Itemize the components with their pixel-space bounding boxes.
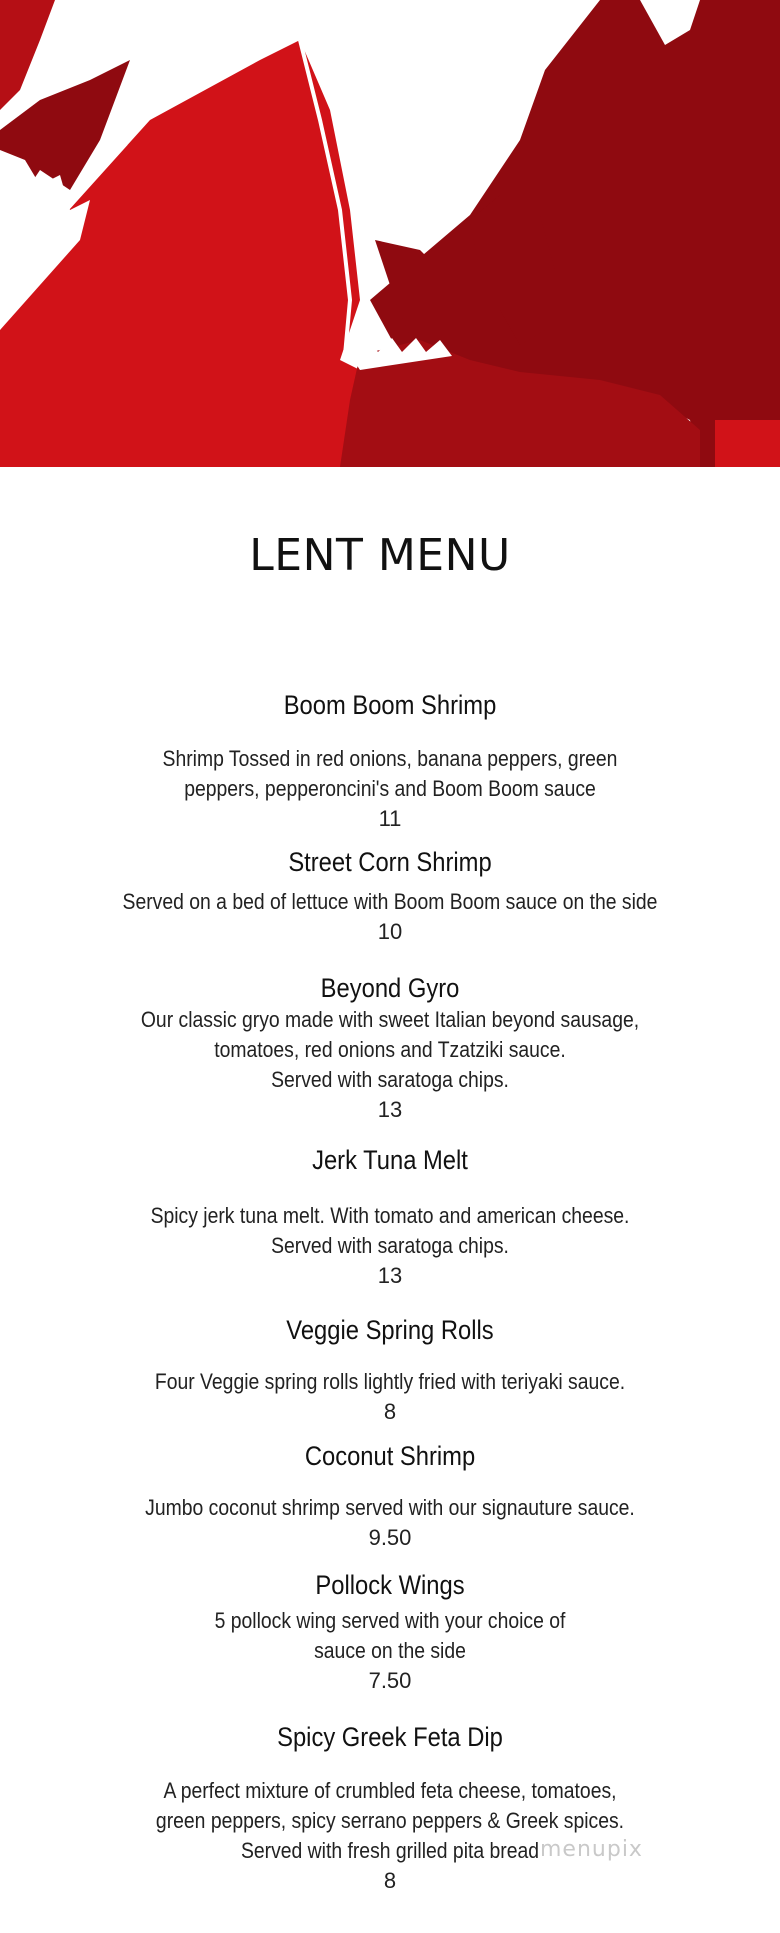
menu-item-description: Served on a bed of lettuce with Boom Boom sauce on the side — [122, 889, 658, 914]
menu-item-description: Four Veggie spring rolls lightly fried with teriyaki sauce. — [154, 1369, 626, 1394]
menu-item-name: Street Corn Shrimp — [288, 847, 492, 877]
menu-item-price: 7.50 — [368, 1668, 412, 1693]
menu-item-name: Boom Boom Shrimp — [283, 690, 497, 720]
menu-item — [0, 1720, 780, 1896]
menu-item — [0, 845, 780, 947]
menu-item — [0, 1313, 780, 1427]
menu-item — [0, 688, 780, 834]
menu-item-description: A perfect mixture of crumbled feta cheese, tomatoes, green peppers, spicy serrano peppers & Greek spices. Served with fresh grilled pita bread — [155, 1778, 625, 1863]
menu-item-name: Beyond Gyro — [320, 973, 460, 1003]
menu-item-name: Coconut Shrimp — [304, 1441, 476, 1471]
menu-item-price: 13 — [377, 1097, 403, 1122]
menu-item-name: Spicy Greek Feta Dip — [277, 1722, 503, 1752]
menu-item-name: Jerk Tuna Melt — [312, 1145, 468, 1175]
menu-item-price: 11 — [378, 806, 402, 831]
menu-item-description: Jumbo coconut shrimp served with our signauture sauce. — [145, 1495, 635, 1520]
menu-item — [0, 1568, 780, 1696]
menu-item-price: 8 — [383, 1399, 397, 1424]
menu-item-price: 10 — [377, 919, 403, 944]
watermark: menupix — [540, 1837, 643, 1862]
hero-lobster-illustration — [0, 0, 780, 467]
menu-item-description: Spicy jerk tuna melt. With tomato and american cheese. Served with saratoga chips. — [150, 1203, 630, 1258]
menu-item-description: 5 pollock wing served with your choice of sauce on the side — [214, 1608, 566, 1663]
menu-item-name: Pollock Wings — [315, 1570, 465, 1600]
menu-item — [0, 1143, 780, 1291]
menu-item-description: Our classic gryo made with sweet Italian beyond sausage, tomatoes, red onions and Tzatziki sauce. Served with saratoga chips. — [140, 1007, 640, 1092]
menu-item-price: 13 — [377, 1263, 403, 1288]
menu-item-price: 8 — [383, 1868, 397, 1893]
menu-item — [0, 971, 780, 1125]
menu-item-price: 9.50 — [368, 1525, 412, 1550]
menu-item-description: Shrimp Tossed in red onions, banana peppers, green peppers, pepperoncini's and Boom Boom sauce — [162, 746, 618, 801]
page-title: LENT MENU — [249, 530, 511, 581]
menu-item — [0, 1439, 780, 1553]
menu-item-name: Veggie Spring Rolls — [286, 1315, 494, 1345]
